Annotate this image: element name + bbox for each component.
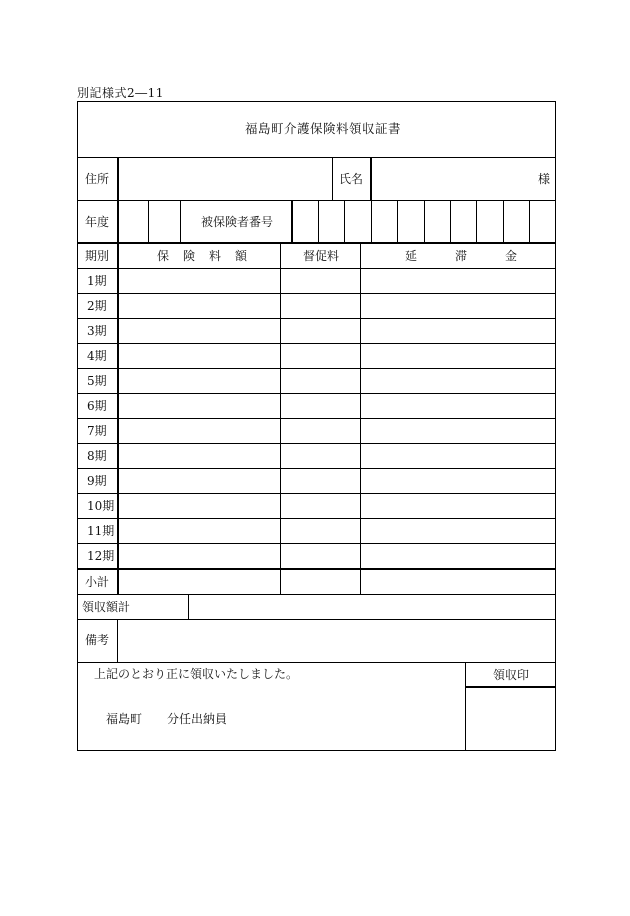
- period-label: 8期: [87, 449, 107, 463]
- rule-period-row: [77, 393, 556, 394]
- reminder-fee-header: 督促料: [303, 249, 340, 263]
- receipt-statement: 上記のとおり正に領収いたしました。: [94, 667, 299, 681]
- col-number-digit: [476, 200, 477, 242]
- rule-period-row: [77, 293, 556, 294]
- address-label: 住所: [85, 172, 110, 186]
- col-number-start: [291, 200, 293, 242]
- remarks-label: 備考: [85, 633, 110, 647]
- period-label: 12期: [87, 549, 115, 563]
- period-label: 11期: [87, 524, 115, 538]
- col-received-divider: [188, 594, 189, 619]
- seal-label: 領収印: [493, 668, 530, 682]
- received-total-label: 領収額計: [82, 600, 131, 614]
- period-label: 4期: [87, 349, 107, 363]
- period-label: 2期: [87, 299, 107, 313]
- cashier-label: 分任出納員: [167, 712, 228, 726]
- rule-seal-header-bottom: [465, 686, 556, 688]
- col-year-cell: [180, 200, 181, 242]
- rule-remarks-bottom: [77, 662, 556, 663]
- col-remarks-divider: [117, 619, 118, 662]
- col-label-divider: [117, 242, 119, 594]
- rule-period-row: [77, 443, 556, 444]
- late-fee-header: 延滞金: [405, 249, 556, 263]
- premium-header: 保険料額: [157, 249, 262, 263]
- rule-periods-bottom: [77, 568, 556, 570]
- period-header: 期別: [85, 249, 110, 263]
- col-seal-divider: [465, 662, 466, 751]
- col-year-cell: [148, 200, 149, 242]
- honorific-label: 様: [538, 172, 551, 186]
- rule-period-row: [77, 493, 556, 494]
- name-label: 氏名: [339, 172, 364, 186]
- period-label: 5期: [87, 374, 107, 388]
- col-number-digit: [371, 200, 372, 242]
- rule-period-row: [77, 518, 556, 519]
- col-number-digit: [450, 200, 451, 242]
- col-label-divider: [117, 157, 119, 242]
- rule-period-row: [77, 418, 556, 419]
- rule-period-row: [77, 468, 556, 469]
- col-number-digit: [529, 200, 530, 242]
- col-number-digit: [318, 200, 319, 242]
- subtotal-label: 小計: [85, 575, 110, 589]
- col-number-digit: [503, 200, 504, 242]
- period-label: 7期: [87, 424, 107, 438]
- form-title: 福島町介護保険料領収証書: [245, 121, 402, 136]
- rule-subtotal-bottom: [77, 594, 556, 595]
- period-label: 6期: [87, 399, 107, 413]
- col-name-divider: [332, 157, 333, 200]
- col-number-digit: [344, 200, 345, 242]
- col-reminder-divider: [360, 242, 361, 594]
- rule-title-bottom: [77, 157, 556, 158]
- rule-period-row: [77, 543, 556, 544]
- col-premium-divider: [280, 242, 281, 594]
- rule-year-bottom: [77, 242, 556, 244]
- receipt-form-frame: [77, 101, 556, 751]
- col-number-digit: [424, 200, 425, 242]
- rule-period-row: [77, 368, 556, 369]
- town-label: 福島町: [106, 712, 143, 726]
- period-label: 9期: [87, 474, 107, 488]
- rule-period-row: [77, 318, 556, 319]
- rule-period-row: [77, 343, 556, 344]
- period-label: 1期: [87, 274, 107, 288]
- rule-received-bottom: [77, 619, 556, 620]
- insured-number-label: 被保険者番号: [201, 215, 274, 229]
- year-label: 年度: [85, 215, 110, 229]
- rule-period-row: [77, 268, 556, 269]
- period-label: 3期: [87, 324, 107, 338]
- col-name-value-divider: [370, 157, 372, 200]
- col-number-digit: [397, 200, 398, 242]
- period-label: 10期: [87, 499, 115, 513]
- form-code: 別記様式2―11: [77, 86, 164, 100]
